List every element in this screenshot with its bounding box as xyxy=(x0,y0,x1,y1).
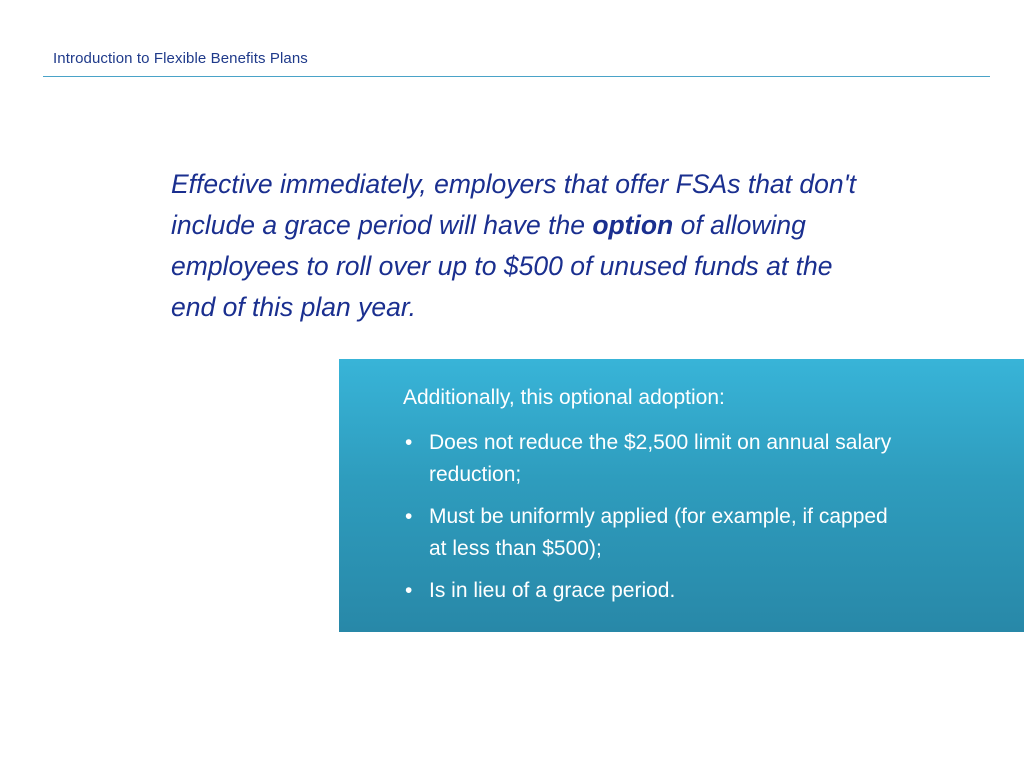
list-item-text: Must be uniformly applied (for example, if capped at less than $500); xyxy=(429,505,888,560)
main-quote xyxy=(171,164,871,328)
list-item xyxy=(403,427,903,491)
bullet-list xyxy=(403,427,903,617)
quote-emphasis: option xyxy=(592,210,674,240)
title-divider xyxy=(43,76,990,77)
quote-part-2: of allowing employees to roll over up to $500 of unused funds at the end of this plan year. xyxy=(171,210,833,322)
slide-title: Introduction to Flexible Benefits Plans xyxy=(53,50,308,67)
callout-box xyxy=(339,359,1024,632)
list-item xyxy=(403,501,903,565)
list-item xyxy=(403,575,903,607)
bullet-icon: • xyxy=(405,431,413,454)
list-item-text: Is in lieu of a grace period. xyxy=(429,579,676,602)
list-item-text: Does not reduce the $2,500 limit on annual salary reduction; xyxy=(429,431,892,486)
bullet-icon: • xyxy=(405,579,413,602)
quote-part-1: Effective immediately, employers that offer FSAs that don't include a grace period will have the xyxy=(171,169,857,240)
callout-intro: Additionally, this optional adoption: xyxy=(403,386,725,409)
bullet-icon: • xyxy=(405,505,413,528)
